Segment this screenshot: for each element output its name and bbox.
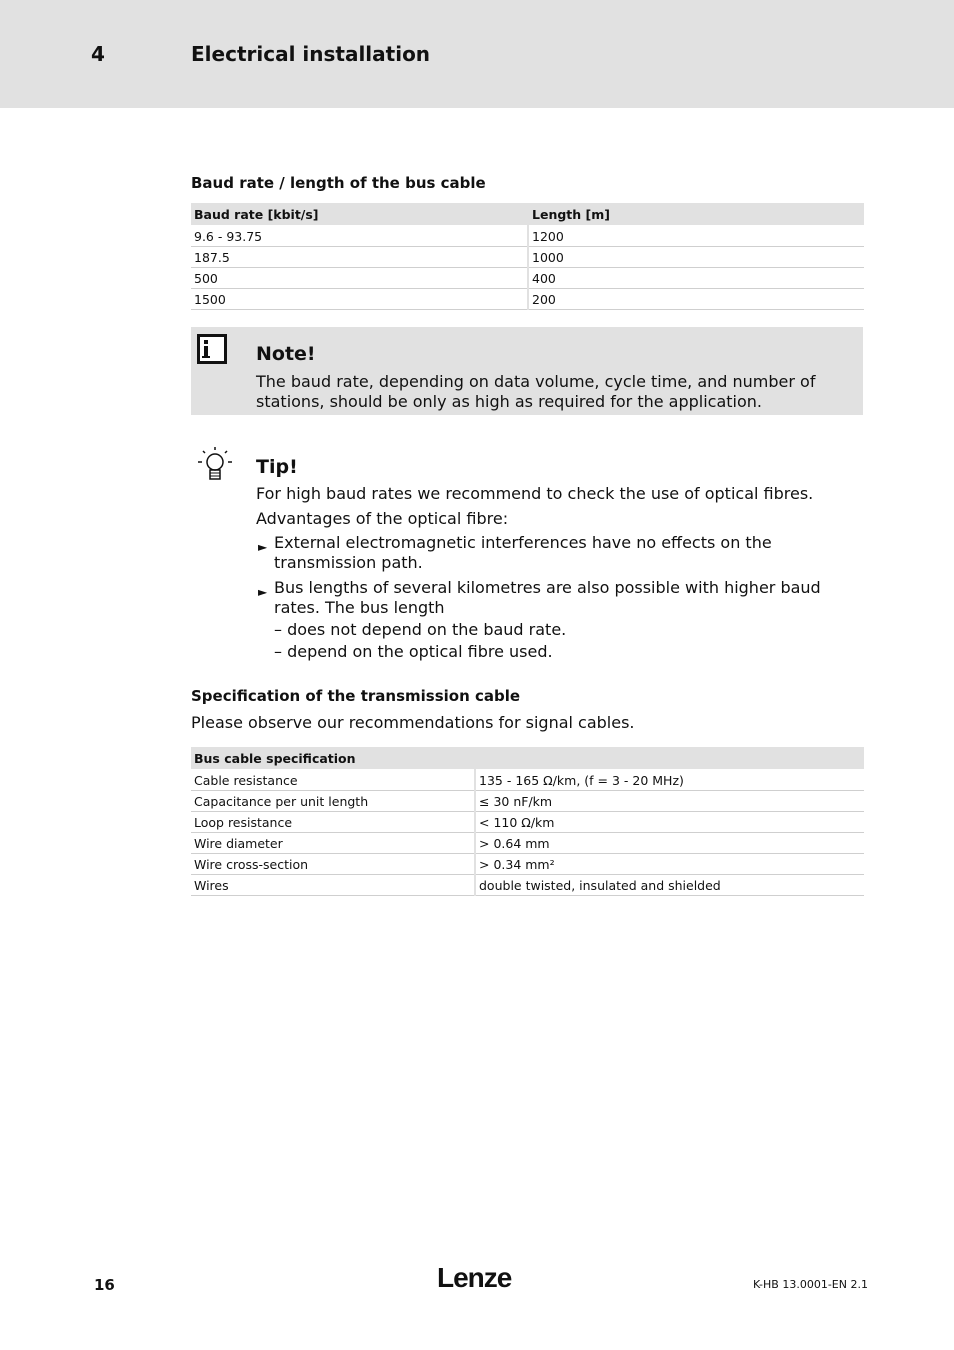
- bus-cable-spec-table: [191, 747, 864, 896]
- table-header: Bus cable specification: [191, 747, 864, 770]
- sub-list-item: – does not depend on the baud rate.: [274, 620, 567, 639]
- cell-baud: 9.6 - 93.75: [191, 226, 528, 247]
- column-header-length: Length [m]: [528, 203, 864, 226]
- table-row: [191, 247, 864, 268]
- table-row: [191, 875, 864, 896]
- cell-property: Wire diameter: [191, 833, 475, 854]
- table-header-row: [191, 203, 864, 226]
- cell-value: ≤ 30 nF/km: [475, 791, 864, 812]
- cell-length: 200: [528, 289, 864, 310]
- spec-section-heading: Specification of the transmission cable: [191, 687, 521, 705]
- chapter-title: Electrical installation: [191, 42, 431, 66]
- cell-baud: 500: [191, 268, 528, 289]
- header-band: [0, 0, 954, 108]
- cell-property: Wires: [191, 875, 475, 896]
- table-row: [191, 791, 864, 812]
- cell-property: Wire cross-section: [191, 854, 475, 875]
- lenze-logo: Lenze: [437, 1262, 512, 1293]
- baud-rate-table: [191, 203, 864, 310]
- cell-value: > 0.34 mm²: [475, 854, 864, 875]
- table-row: [191, 854, 864, 875]
- table-row: [191, 770, 864, 791]
- cell-property: Loop resistance: [191, 812, 475, 833]
- tip-line: Advantages of the optical fibre:: [256, 509, 509, 528]
- table-row: [191, 289, 864, 310]
- column-header-baud: Baud rate [kbit/s]: [191, 203, 528, 226]
- cell-value: double twisted, insulated and shielded: [475, 875, 864, 896]
- cell-value: < 110 Ω/km: [475, 812, 864, 833]
- cell-property: Cable resistance: [191, 770, 475, 791]
- info-icon: [197, 334, 227, 364]
- table-header-row: [191, 747, 864, 770]
- cell-baud: 1500: [191, 289, 528, 310]
- tip-line: For high baud rates we recommend to check the use of optical fibres.: [256, 484, 814, 503]
- lightbulb-icon: [197, 445, 235, 485]
- bullet-text: Bus lengths of several kilometres are also possible with higher baud rates. The bus length: [274, 578, 821, 617]
- chapter-number: 4: [91, 42, 105, 66]
- cell-baud: 187.5: [191, 247, 528, 268]
- list-item: [256, 578, 856, 618]
- table-row: [191, 268, 864, 289]
- document-id: K-HB 13.0001-EN 2.1: [753, 1278, 868, 1291]
- list-item: [256, 533, 856, 573]
- triangle-bullet-icon: ►: [258, 540, 268, 554]
- cell-length: 1000: [528, 247, 864, 268]
- tip-title: Tip!: [256, 456, 298, 478]
- note-title: Note!: [256, 343, 316, 365]
- note-box: [191, 327, 863, 415]
- cell-value: > 0.64 mm: [475, 833, 864, 854]
- baud-section-heading: Baud rate / length of the bus cable: [191, 174, 486, 192]
- table-row: [191, 226, 864, 247]
- cell-value: 135 - 165 Ω/km, (f = 3 - 20 MHz): [475, 770, 864, 791]
- cell-property: Capacitance per unit length: [191, 791, 475, 812]
- sub-list-item: – depend on the optical fibre used.: [274, 642, 553, 661]
- cell-length: 400: [528, 268, 864, 289]
- cell-length: 1200: [528, 226, 864, 247]
- table-row: [191, 812, 864, 833]
- page-number: 16: [94, 1276, 115, 1294]
- spec-intro: Please observe our recommendations for signal cables.: [191, 713, 635, 732]
- triangle-bullet-icon: ►: [258, 585, 268, 599]
- note-text: The baud rate, depending on data volume, cycle time, and number of stations, should be only as high as required for the application.: [256, 372, 816, 411]
- bullet-text: External electromagnetic interferences have no effects on the transmission path.: [274, 533, 772, 572]
- table-row: [191, 833, 864, 854]
